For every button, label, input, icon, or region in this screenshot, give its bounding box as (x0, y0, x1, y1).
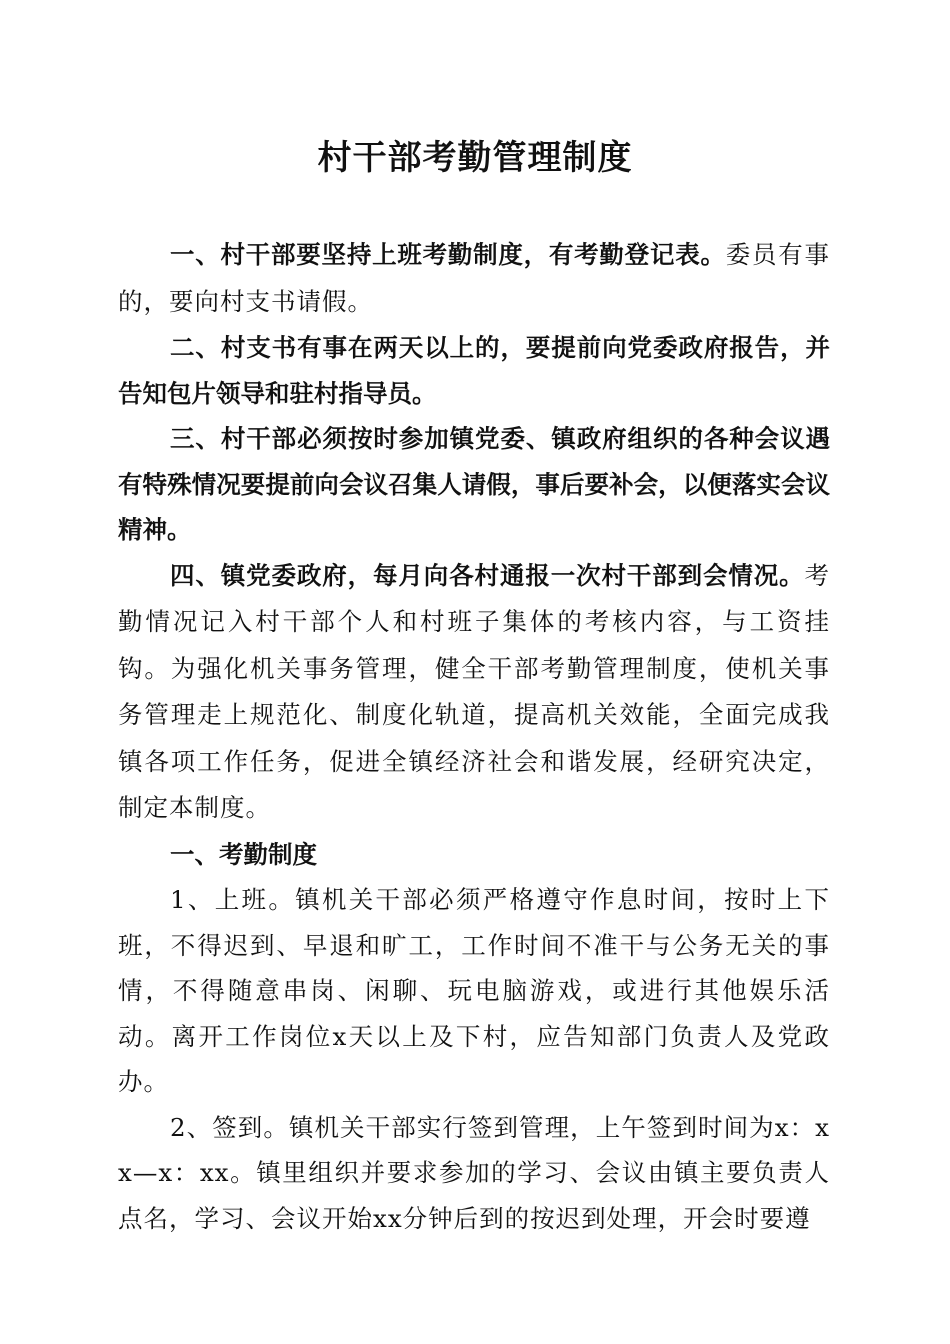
paragraph-1-rest: 委员有事的，要向村支书请假。 (118, 240, 830, 316)
paragraph-4-bold: 四、镇党委政府，每月向各村通报一次村干部到会情况。 (170, 560, 805, 590)
paragraph-5: 1、上班。镇机关干部必须严格遵守作息时间，按时上下班，不得迟到、早退和旷工，工作时间不准干与公务无关的事情，不得随意串岗、闲聊、玩电脑游戏，或进行其他娱乐活动。离开工作岗位x天以上及下村，应告知部门负责人及党政办。 (118, 885, 830, 1096)
paragraph-3: 三、村干部必须按时参加镇党委、镇政府组织的各种会议遇有特殊情况要提前向会议召集人请假，事后要补会，以便落实会议精神。 (118, 424, 830, 544)
document-title: 村干部考勤管理制度 (317, 138, 633, 178)
paragraph-1-bold: 一、村干部要坚持上班考勤制度，有考勤登记表。 (170, 240, 726, 269)
section-heading-attendance: 一、考勤制度 (170, 839, 317, 869)
paragraph-2: 二、村支书有事在两天以上的，要提前向党委政府报告，并告知包片领导和驻村指导员。 (118, 333, 830, 408)
paragraph-4-rest: 考勤情况记入村干部个人和村班子集体的考核内容，与工资挂钩。为强化机关事务管理，健全干部考勤管理制度，使机关事务管理走上规范化、制度化轨道，提高机关效能，全面完成我镇各项工作任务，促进全镇经济社会和谐发展，经研究决定，制定本制度。 (118, 560, 830, 822)
document-body (118, 232, 830, 1241)
paragraph-4 (118, 553, 830, 832)
paragraph-6: 2、签到。镇机关干部实行签到管理，上午签到时间为x：xx—x：xx。镇里组织并要求参加的学习、会议由镇主要负责人点名，学习、会议开始xx分钟后到的按迟到处理，开会时要遵 (118, 1112, 830, 1233)
paragraph-1 (118, 232, 830, 325)
